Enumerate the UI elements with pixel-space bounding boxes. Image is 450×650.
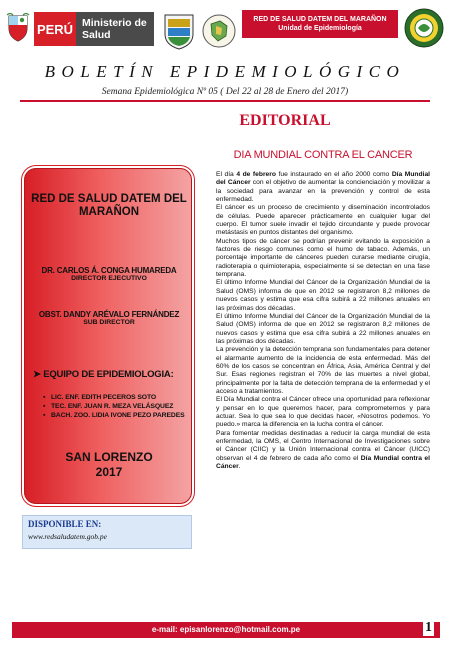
network-title: RED DE SALUD DATEM DEL MARAÑON — [253, 16, 387, 23]
national-shield-icon — [6, 12, 30, 42]
bulletin-subtitle: Semana Epidemiológica Nº 05 ( Del 22 al 28 de Enero del 2017) — [101, 87, 349, 97]
list-item: ▪ LIC. ENF. EDITH PECEROS SOTO — [43, 393, 191, 402]
subdirector-role: SUB DIRECTOR — [83, 319, 135, 326]
city-year — [25, 450, 193, 480]
list-item: ▪ TEC. ENF. JUAN R. MEZA VELÁSQUEZ — [43, 402, 191, 411]
paragraph: El Día Mundial contra el Cáncer ofrece una oportunidad para reflexionar y pensar en lo que queremos hacer, para comprometernos y para actuar. Sea lo que sea lo que decidas hacer, «Nosotros podemos. Yo puedo.» marca la diferencia en la lucha contra el cáncer. — [216, 396, 430, 429]
paragraph: La prevención y la detección temprana son fundamentales para detener el alarmante aumento de la incidencia de esta enfermedad. Más del 60% de los casos se concentran en África, Asia, América Central y del Sur. Esas regiones registran el 70% de las muertes a nivel global, principalmente por la falta de detección temprana de la enfermedad y el acceso a tratamientos. — [216, 346, 430, 395]
availability-box — [22, 515, 192, 549]
availability-label: DISPONIBLE EN: — [28, 519, 102, 529]
editorial-body — [216, 171, 430, 471]
paragraph: El día 4 de febrero fue instaurado en el año 2000 como Día Mundial del Cáncer con el objetivo de aumentar la concienciación y movilizar a la sociedad para avanzar en la prevención y control de esta enfermedad. — [216, 171, 431, 204]
footer-bar — [12, 622, 440, 638]
map-seal-icon — [202, 14, 236, 48]
network-seal-icon — [404, 8, 444, 48]
regional-seal-icon — [162, 12, 196, 50]
paragraph: El último Informe Mundial del Cáncer de la Organización Mundial de la Salud (OMS) informa de que en 2012 se registraron 8,2 millones de nuevos casos y estima que esa cifra subirá a 22 millones anuales en las próximas dos décadas. — [216, 279, 430, 312]
city-label: SAN LORENZO 2017 — [65, 450, 153, 479]
paragraph: Muchos tipos de cáncer se podrían prevenir evitando la exposición a factores de riesgo comunes como el humo de tabaco. Además, un porcentaje importante de cánceres pueden curarse mediante cirugía, radioterapia o quimioterapia, especialmente si se detectan en una fase temprana. — [216, 237, 430, 279]
bulletin-title: BOLETÍN EPIDEMIOLÓGICO — [44, 62, 406, 81]
paragraph: El cáncer es un proceso de crecimiento y diseminación incontrolados de células. Puede aparecer prácticamente en cualquier lugar del cuerpo. El tumor suele invadir el tejido circundante y puede provocar metástasis en puntos distantes del organismo. — [216, 204, 430, 237]
editorial-label: EDITORIAL — [239, 112, 331, 129]
director-role: DIRECTOR EJECUTIVO — [71, 275, 147, 282]
paragraph: Para fomentar medidas destinadas a reducir la carga mundial de esta enfermedad, la OMS, el Centro Internacional de Investigaciones sobre el Cáncer (CIIC) y la Unión Internacional contra el Cáncer (UICC) observan el 4 de febrero de cada año como el Día Mundial contra el Cáncer. — [216, 429, 430, 471]
arrow-right-icon: ➤ — [33, 369, 41, 380]
director-name: DR. CARLOS Á. CONGA HUMAREDA — [41, 266, 177, 275]
team-title: EQUIPO DE EPIDEMIOLOGIA: — [43, 369, 174, 380]
ministry-logo — [6, 12, 156, 46]
list-item: ▪ BACH. ZOO. LIDIA IVONE PEZO PAREDES — [43, 411, 191, 420]
title-divider — [20, 100, 430, 102]
header — [6, 6, 444, 56]
page-number: 1 — [425, 620, 432, 635]
card-network-name: RED DE SALUD DATEM DEL MARAÑON — [31, 193, 187, 218]
staff-card — [24, 168, 192, 504]
website-link[interactable]: www.redsaludatem.gob.pe — [28, 532, 107, 541]
team-list — [43, 393, 191, 420]
team-heading — [33, 369, 174, 380]
paragraph: El último Informe Mundial del Cáncer de la Organización Mundial de la Salud (OMS) informa de que en 2012 se registraron 8,2 millones de nuevos casos y estima que esa cifra subirá a 22 millones anuales en las próximas dos décadas. — [216, 312, 430, 345]
network-unit: Unidad de Epidemiología — [278, 25, 362, 32]
network-banner — [242, 10, 398, 38]
subdirector-name: OBST. DANDY ARÉVALO FERNÁNDEZ — [38, 310, 180, 319]
editorial-headline: DIA MUNDIAL CONTRA EL CANCER — [233, 149, 413, 161]
footer-email[interactable]: e-mail: episanlorenzo@hotmail.com.pe — [151, 625, 301, 634]
peru-label: PERÚ — [34, 12, 76, 46]
ministry-label: Ministerio de Salud — [76, 12, 154, 46]
